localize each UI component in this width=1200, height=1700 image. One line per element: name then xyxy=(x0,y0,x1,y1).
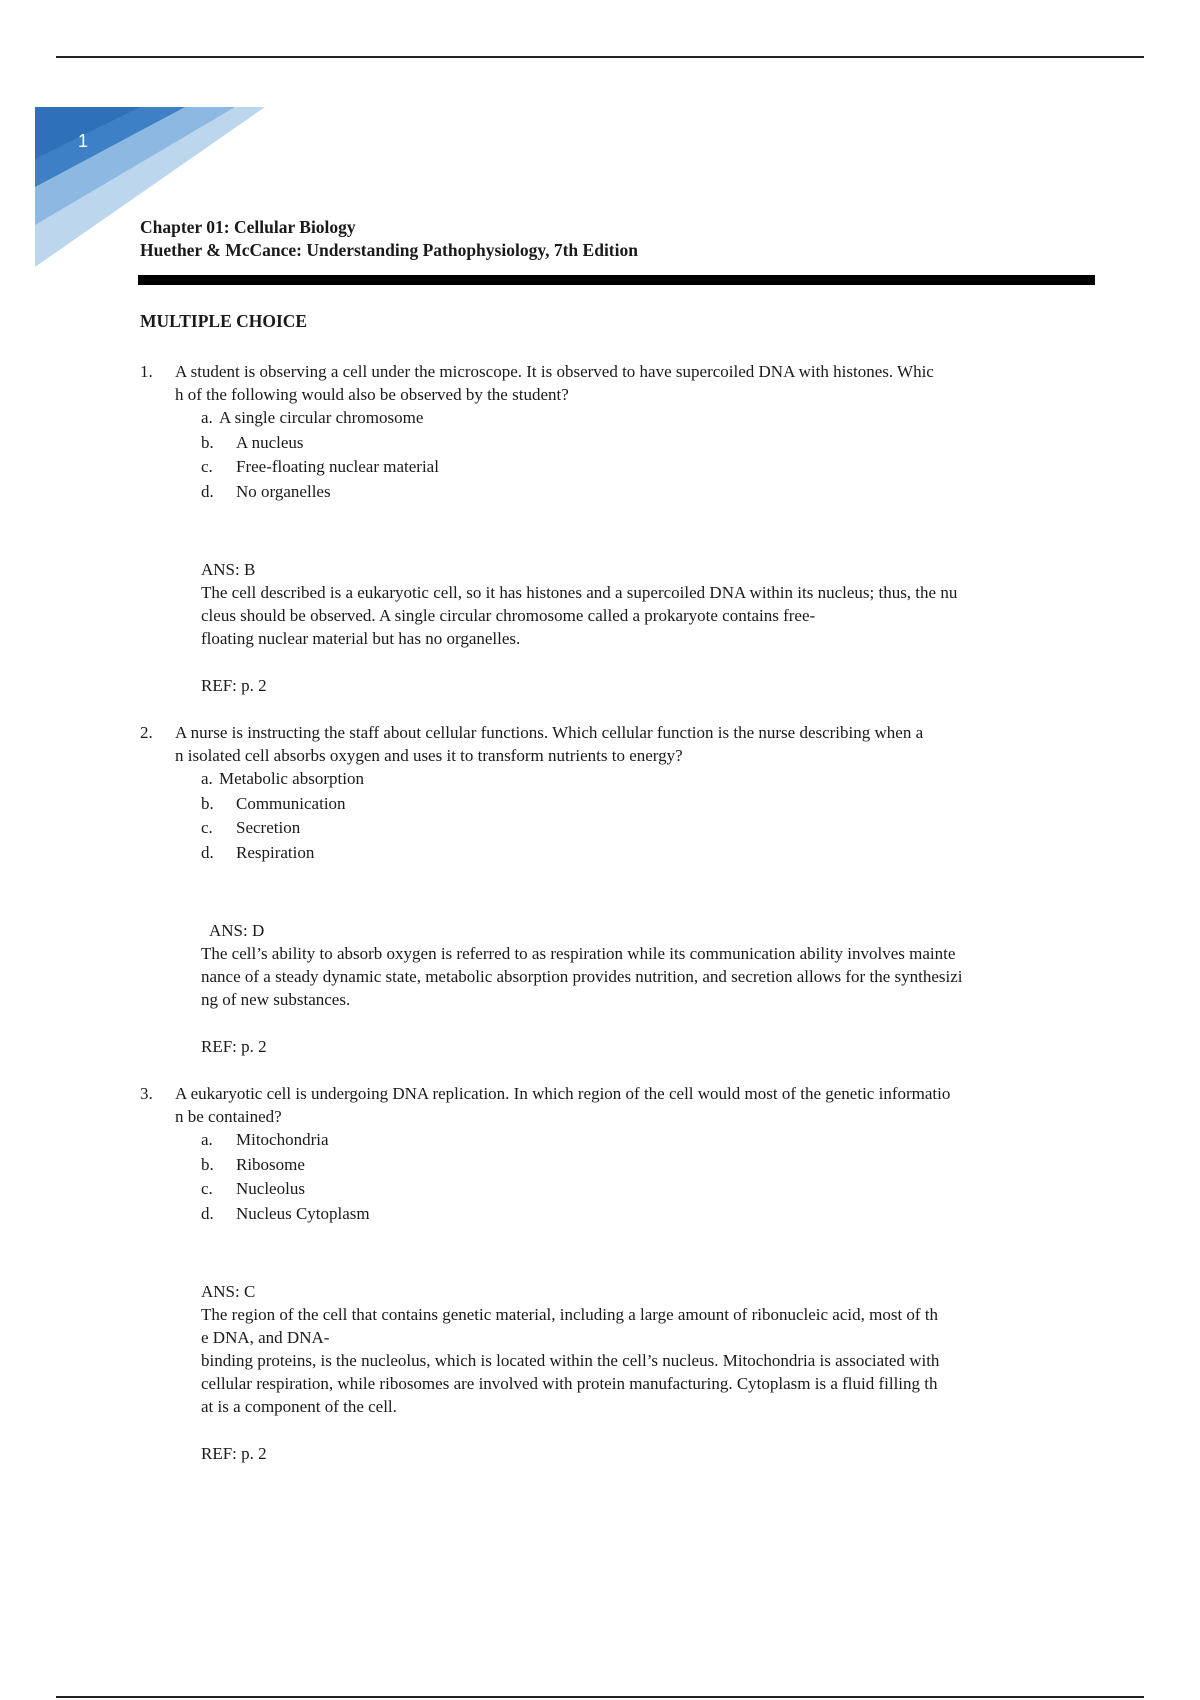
option-letter: c. xyxy=(201,1179,213,1199)
chapter-heading xyxy=(140,216,638,262)
chapter-title: Chapter 01: Cellular Biology xyxy=(140,217,356,237)
option-d xyxy=(201,841,1090,866)
question-number: 2. xyxy=(140,723,153,742)
option-letter: a. xyxy=(201,1130,213,1149)
top-rule xyxy=(56,56,1144,58)
option-text: Communication xyxy=(236,793,346,813)
question-2 xyxy=(140,721,1090,1058)
option-text: A nucleus xyxy=(236,432,304,452)
rationale-line: The region of the cell that contains genetic material, including a large amount of ribonucleic acid, most of th xyxy=(201,1305,939,1325)
option-a xyxy=(201,1128,1090,1153)
question-1 xyxy=(140,360,1090,697)
question-stem xyxy=(140,1082,1090,1128)
rationale-line: e DNA, and DNA- xyxy=(201,1328,330,1348)
option-letter: b. xyxy=(201,1154,214,1174)
section-title: MULTIPLE CHOICE xyxy=(140,311,308,331)
option-letter: b. xyxy=(201,793,214,813)
stem-line: n be contained? xyxy=(175,1107,282,1126)
option-text: Nucleolus xyxy=(236,1179,305,1199)
question-3 xyxy=(140,1082,1090,1465)
reference: REF: p. 2 xyxy=(201,676,267,696)
question-stem xyxy=(140,360,1090,406)
rationale-line: The cell’s ability to absorb oxygen is referred to as respiration while its communication ability involves mainte xyxy=(201,944,956,964)
book-title: Huether & McCance: Understanding Pathophysiology, 7th Edition xyxy=(140,240,638,260)
rationale-line: cellular respiration, while ribosomes are involved with protein manufacturing. Cytoplasm is a fluid filling th xyxy=(201,1374,938,1394)
bottom-rule xyxy=(56,1696,1144,1698)
option-text: No organelles xyxy=(236,481,331,501)
option-b xyxy=(201,1153,1090,1178)
option-b xyxy=(201,431,1090,456)
reference: REF: p. 2 xyxy=(201,1444,267,1464)
question-number: 3. xyxy=(140,1084,153,1103)
option-letter: d. xyxy=(201,842,214,862)
rationale-line: The cell described is a eukaryotic cell, so it has histones and a supercoiled DNA within its nucleus; thus, the nu xyxy=(201,583,958,603)
rationale-line: ng of new substances. xyxy=(201,990,351,1010)
option-c xyxy=(201,1177,1090,1202)
option-c xyxy=(201,816,1090,841)
answer-block xyxy=(201,919,1090,1058)
answer-key: ANS: B xyxy=(201,560,256,580)
option-d xyxy=(201,480,1090,505)
question-number: 1. xyxy=(140,362,153,381)
answer-options xyxy=(201,767,1090,865)
stem-line: h of the following would also be observed by the student? xyxy=(175,385,569,404)
option-a xyxy=(201,767,1090,792)
option-letter: c. xyxy=(201,457,213,477)
option-b xyxy=(201,792,1090,817)
option-text: A single circular chromosome xyxy=(219,408,424,427)
answer-block xyxy=(201,558,1090,697)
page-number: 1 xyxy=(78,131,89,151)
option-letter: d. xyxy=(201,1203,214,1223)
question-stem xyxy=(140,721,1090,767)
stem-line: A student is observing a cell under the microscope. It is observed to have supercoiled DNA with histones. Whic xyxy=(175,362,934,381)
option-letter: a. xyxy=(201,408,213,427)
option-c xyxy=(201,455,1090,480)
stem-line: A nurse is instructing the staff about cellular functions. Which cellular function is the nurse describing when a xyxy=(175,723,924,742)
option-text: Mitochondria xyxy=(236,1130,329,1149)
rationale-line: nance of a steady dynamic state, metabolic absorption provides nutrition, and secretion allows for the synthesizi xyxy=(201,967,963,987)
rationale-line: binding proteins, is the nucleolus, which is located within the cell’s nucleus. Mitochondria is associated with xyxy=(201,1351,940,1371)
answer-block xyxy=(201,1280,1090,1465)
heading-divider xyxy=(138,275,1095,285)
option-letter: d. xyxy=(201,481,214,501)
answer-key: ANS: D xyxy=(209,921,265,941)
option-text: Ribosome xyxy=(236,1154,305,1174)
rationale-line: floating nuclear material but has no organelles. xyxy=(201,629,521,649)
option-a xyxy=(201,406,1090,431)
option-d xyxy=(201,1202,1090,1227)
rationale-line: at is a component of the cell. xyxy=(201,1397,397,1417)
option-text: Secretion xyxy=(236,818,301,838)
reference: REF: p. 2 xyxy=(201,1037,267,1057)
option-letter: a. xyxy=(201,769,213,788)
option-letter: c. xyxy=(201,818,213,838)
rationale-line: cleus should be observed. A single circular chromosome called a prokaryote contains free- xyxy=(201,606,816,626)
answer-options xyxy=(201,1128,1090,1226)
option-text: Nucleus Cytoplasm xyxy=(236,1203,370,1223)
option-text: Metabolic absorption xyxy=(219,769,364,788)
option-text: Free-floating nuclear material xyxy=(236,457,439,477)
option-text: Respiration xyxy=(236,842,315,862)
option-letter: b. xyxy=(201,432,214,452)
answer-key: ANS: C xyxy=(201,1282,256,1302)
stem-line: A eukaryotic cell is undergoing DNA replication. In which region of the cell would most of the genetic informatio xyxy=(175,1084,951,1103)
stem-line: n isolated cell absorbs oxygen and uses it to transform nutrients to energy? xyxy=(175,746,683,765)
answer-options xyxy=(201,406,1090,504)
